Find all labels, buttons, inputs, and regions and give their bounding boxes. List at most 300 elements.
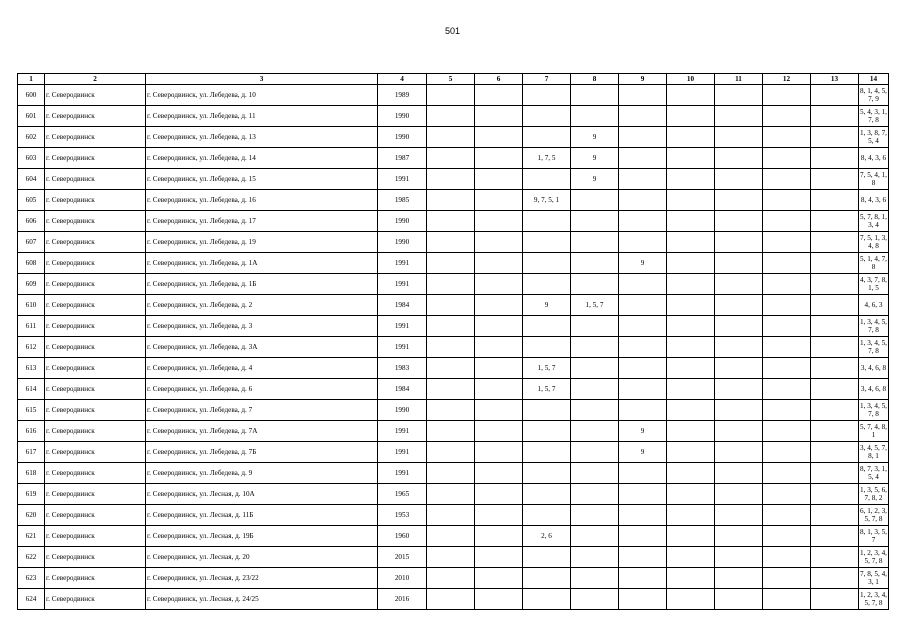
header-row (18, 74, 889, 85)
column-header: 2 (45, 74, 146, 85)
column-5-cell (427, 253, 475, 274)
column-8-cell: 9 (571, 127, 619, 148)
column-9-cell (619, 337, 667, 358)
column-10-cell (667, 442, 715, 463)
column-6-cell (475, 505, 523, 526)
column-header: 11 (715, 74, 763, 85)
column-7-cell (523, 253, 571, 274)
column-6-cell (475, 358, 523, 379)
row-number-cell: 610 (18, 295, 45, 316)
column-12-cell (763, 442, 811, 463)
column-9-cell (619, 85, 667, 106)
column-12-cell (763, 211, 811, 232)
column-10-cell (667, 337, 715, 358)
column-6-cell (475, 148, 523, 169)
address-cell: г. Северодвинск, ул. Лебедева, д. 3А (146, 337, 378, 358)
column-6-cell (475, 337, 523, 358)
column-12-cell (763, 337, 811, 358)
table-row (18, 106, 889, 127)
column-5-cell (427, 190, 475, 211)
column-14-cell: 1, 3, 5, 6, 7, 8, 2 (859, 484, 889, 505)
city-cell: г. Северодвинск (45, 169, 146, 190)
address-cell: г. Северодвинск, ул. Лебедева, д. 1Б (146, 274, 378, 295)
year-cell: 1990 (378, 232, 427, 253)
column-14-cell: 1, 3, 4, 5, 7, 8 (859, 337, 889, 358)
row-number-cell: 608 (18, 253, 45, 274)
table-row (18, 379, 889, 400)
column-12-cell (763, 400, 811, 421)
column-6-cell (475, 211, 523, 232)
row-number-cell: 612 (18, 337, 45, 358)
year-cell: 1991 (378, 253, 427, 274)
row-number-cell: 600 (18, 85, 45, 106)
column-14-cell: 3, 4, 6, 8 (859, 379, 889, 400)
column-5-cell (427, 400, 475, 421)
column-8-cell (571, 337, 619, 358)
column-5-cell (427, 316, 475, 337)
row-number-cell: 606 (18, 211, 45, 232)
column-9-cell (619, 211, 667, 232)
column-6-cell (475, 421, 523, 442)
column-13-cell (811, 547, 859, 568)
column-13-cell (811, 463, 859, 484)
column-7-cell: 1, 7, 5 (523, 148, 571, 169)
city-cell: г. Северодвинск (45, 526, 146, 547)
column-9-cell (619, 169, 667, 190)
table-row (18, 463, 889, 484)
column-8-cell: 1, 5, 7 (571, 295, 619, 316)
year-cell: 1991 (378, 274, 427, 295)
table-row (18, 295, 889, 316)
column-13-cell (811, 106, 859, 127)
column-12-cell (763, 421, 811, 442)
column-7-cell (523, 274, 571, 295)
column-8-cell (571, 442, 619, 463)
city-cell: г. Северодвинск (45, 358, 146, 379)
column-12-cell (763, 127, 811, 148)
column-7-cell (523, 505, 571, 526)
year-cell: 1960 (378, 526, 427, 547)
column-9-cell (619, 400, 667, 421)
column-5-cell (427, 526, 475, 547)
city-cell: г. Северодвинск (45, 148, 146, 169)
column-8-cell (571, 589, 619, 610)
address-cell: г. Северодвинск, ул. Лебедева, д. 11 (146, 106, 378, 127)
column-14-cell: 6, 1, 2, 3, 5, 7, 8 (859, 505, 889, 526)
column-10-cell (667, 127, 715, 148)
year-cell: 1983 (378, 358, 427, 379)
column-14-cell: 1, 3, 4, 5, 7, 8 (859, 400, 889, 421)
column-14-cell: 8, 1, 3, 5, 7 (859, 526, 889, 547)
city-cell: г. Северодвинск (45, 379, 146, 400)
table-row (18, 232, 889, 253)
page-number: 501 (444, 26, 461, 36)
column-11-cell (715, 316, 763, 337)
table-row (18, 211, 889, 232)
column-7-cell (523, 106, 571, 127)
city-cell: г. Северодвинск (45, 400, 146, 421)
row-number-cell: 622 (18, 547, 45, 568)
column-6-cell (475, 526, 523, 547)
column-14-cell: 8, 4, 3, 6 (859, 148, 889, 169)
column-10-cell (667, 505, 715, 526)
column-6-cell (475, 169, 523, 190)
column-12-cell (763, 547, 811, 568)
column-7-cell: 9 (523, 295, 571, 316)
column-13-cell (811, 484, 859, 505)
column-12-cell (763, 169, 811, 190)
column-8-cell (571, 190, 619, 211)
column-11-cell (715, 547, 763, 568)
column-12-cell (763, 232, 811, 253)
column-7-cell (523, 211, 571, 232)
column-8-cell (571, 505, 619, 526)
column-8-cell (571, 526, 619, 547)
column-6-cell (475, 232, 523, 253)
column-11-cell (715, 589, 763, 610)
column-9-cell: 9 (619, 421, 667, 442)
column-12-cell (763, 568, 811, 589)
address-cell: г. Северодвинск, ул. Лесная, д. 24/25 (146, 589, 378, 610)
row-number-cell: 603 (18, 148, 45, 169)
column-9-cell (619, 316, 667, 337)
column-9-cell (619, 358, 667, 379)
column-11-cell (715, 190, 763, 211)
column-header: 1 (18, 74, 45, 85)
column-14-cell: 4, 6, 3 (859, 295, 889, 316)
year-cell: 1990 (378, 127, 427, 148)
row-number-cell: 617 (18, 442, 45, 463)
column-13-cell (811, 148, 859, 169)
column-11-cell (715, 358, 763, 379)
column-8-cell (571, 211, 619, 232)
address-cell: г. Северодвинск, ул. Лебедева, д. 3 (146, 316, 378, 337)
column-6-cell (475, 106, 523, 127)
column-13-cell (811, 85, 859, 106)
address-cell: г. Северодвинск, ул. Лесная, д. 20 (146, 547, 378, 568)
column-header: 12 (763, 74, 811, 85)
row-number-cell: 601 (18, 106, 45, 127)
column-12-cell (763, 148, 811, 169)
column-9-cell (619, 547, 667, 568)
city-cell: г. Северодвинск (45, 421, 146, 442)
year-cell: 1991 (378, 316, 427, 337)
table-row (18, 400, 889, 421)
column-6-cell (475, 127, 523, 148)
city-cell: г. Северодвинск (45, 547, 146, 568)
column-14-cell: 8, 7, 3, 1, 5, 4 (859, 463, 889, 484)
column-10-cell (667, 547, 715, 568)
year-cell: 1990 (378, 106, 427, 127)
table-row (18, 421, 889, 442)
column-14-cell: 7, 5, 4, 1, 8 (859, 169, 889, 190)
column-7-cell (523, 484, 571, 505)
column-10-cell (667, 358, 715, 379)
address-cell: г. Северодвинск, ул. Лебедева, д. 7Б (146, 442, 378, 463)
column-8-cell (571, 106, 619, 127)
address-cell: г. Северодвинск, ул. Лебедева, д. 17 (146, 211, 378, 232)
column-13-cell (811, 127, 859, 148)
city-cell: г. Северодвинск (45, 589, 146, 610)
column-header: 14 (859, 74, 889, 85)
table-row (18, 589, 889, 610)
year-cell: 2010 (378, 568, 427, 589)
column-6-cell (475, 463, 523, 484)
column-11-cell (715, 106, 763, 127)
column-14-cell: 3, 4, 5, 7, 8, 1 (859, 442, 889, 463)
column-9-cell (619, 526, 667, 547)
year-cell: 1965 (378, 484, 427, 505)
column-8-cell (571, 400, 619, 421)
column-10-cell (667, 484, 715, 505)
address-cell: г. Северодвинск, ул. Лесная, д. 23/22 (146, 568, 378, 589)
column-8-cell (571, 463, 619, 484)
column-header: 10 (667, 74, 715, 85)
column-8-cell: 9 (571, 169, 619, 190)
column-5-cell (427, 232, 475, 253)
row-number-cell: 615 (18, 400, 45, 421)
column-7-cell (523, 421, 571, 442)
column-11-cell (715, 85, 763, 106)
table-row (18, 316, 889, 337)
column-14-cell: 1, 3, 4, 5, 7, 8 (859, 316, 889, 337)
column-9-cell: 9 (619, 253, 667, 274)
address-cell: г. Северодвинск, ул. Лебедева, д. 19 (146, 232, 378, 253)
year-cell: 1991 (378, 463, 427, 484)
table-row (18, 358, 889, 379)
column-6-cell (475, 295, 523, 316)
column-9-cell (619, 148, 667, 169)
column-11-cell (715, 253, 763, 274)
column-8-cell: 9 (571, 148, 619, 169)
column-5-cell (427, 127, 475, 148)
address-cell: г. Северодвинск, ул. Лебедева, д. 1А (146, 253, 378, 274)
column-11-cell (715, 421, 763, 442)
year-cell: 1984 (378, 295, 427, 316)
column-13-cell (811, 253, 859, 274)
row-number-cell: 621 (18, 526, 45, 547)
column-5-cell (427, 337, 475, 358)
address-cell: г. Северодвинск, ул. Лебедева, д. 13 (146, 127, 378, 148)
column-7-cell (523, 568, 571, 589)
column-12-cell (763, 358, 811, 379)
city-cell: г. Северодвинск (45, 190, 146, 211)
year-cell: 1991 (378, 421, 427, 442)
table-row (18, 85, 889, 106)
column-14-cell: 8, 1, 4, 5, 7, 9 (859, 85, 889, 106)
column-13-cell (811, 274, 859, 295)
city-cell: г. Северодвинск (45, 505, 146, 526)
column-5-cell (427, 568, 475, 589)
column-5-cell (427, 547, 475, 568)
column-header: 13 (811, 74, 859, 85)
column-11-cell (715, 211, 763, 232)
column-13-cell (811, 526, 859, 547)
column-13-cell (811, 316, 859, 337)
city-cell: г. Северодвинск (45, 85, 146, 106)
column-8-cell (571, 253, 619, 274)
registry-table (17, 73, 889, 610)
column-10-cell (667, 85, 715, 106)
table-row (18, 274, 889, 295)
city-cell: г. Северодвинск (45, 316, 146, 337)
year-cell: 1991 (378, 169, 427, 190)
year-cell: 1991 (378, 442, 427, 463)
column-header: 8 (571, 74, 619, 85)
year-cell: 1991 (378, 337, 427, 358)
column-10-cell (667, 169, 715, 190)
row-number-cell: 607 (18, 232, 45, 253)
row-number-cell: 620 (18, 505, 45, 526)
column-12-cell (763, 526, 811, 547)
column-13-cell (811, 379, 859, 400)
year-cell: 1990 (378, 211, 427, 232)
column-5-cell (427, 442, 475, 463)
column-6-cell (475, 274, 523, 295)
column-10-cell (667, 190, 715, 211)
column-9-cell (619, 589, 667, 610)
table-row (18, 442, 889, 463)
column-6-cell (475, 568, 523, 589)
column-11-cell (715, 337, 763, 358)
column-14-cell: 7, 8, 5, 4, 3, 1 (859, 568, 889, 589)
table-row (18, 547, 889, 568)
column-9-cell (619, 274, 667, 295)
column-13-cell (811, 400, 859, 421)
row-number-cell: 618 (18, 463, 45, 484)
column-7-cell (523, 547, 571, 568)
column-6-cell (475, 547, 523, 568)
column-6-cell (475, 589, 523, 610)
table-row (18, 169, 889, 190)
column-13-cell (811, 589, 859, 610)
column-10-cell (667, 421, 715, 442)
column-5-cell (427, 379, 475, 400)
column-9-cell (619, 127, 667, 148)
table-body (18, 85, 889, 610)
year-cell: 1953 (378, 505, 427, 526)
column-14-cell: 5, 7, 8, 1, 3, 4 (859, 211, 889, 232)
address-cell: г. Северодвинск, ул. Лебедева, д. 15 (146, 169, 378, 190)
table-row (18, 127, 889, 148)
column-8-cell (571, 274, 619, 295)
column-6-cell (475, 316, 523, 337)
address-cell: г. Северодвинск, ул. Лесная, д. 19Б (146, 526, 378, 547)
column-12-cell (763, 190, 811, 211)
column-9-cell (619, 232, 667, 253)
table-row (18, 568, 889, 589)
city-cell: г. Северодвинск (45, 211, 146, 232)
column-8-cell (571, 568, 619, 589)
column-13-cell (811, 421, 859, 442)
column-14-cell: 8, 4, 3, 6 (859, 190, 889, 211)
column-5-cell (427, 295, 475, 316)
city-cell: г. Северодвинск (45, 442, 146, 463)
column-7-cell (523, 316, 571, 337)
city-cell: г. Северодвинск (45, 106, 146, 127)
row-number-cell: 623 (18, 568, 45, 589)
column-12-cell (763, 463, 811, 484)
column-11-cell (715, 127, 763, 148)
column-14-cell: 7, 5, 1, 3, 4, 8 (859, 232, 889, 253)
column-12-cell (763, 274, 811, 295)
column-10-cell (667, 253, 715, 274)
city-cell: г. Северодвинск (45, 127, 146, 148)
column-7-cell (523, 232, 571, 253)
column-9-cell (619, 505, 667, 526)
column-10-cell (667, 568, 715, 589)
column-10-cell (667, 589, 715, 610)
column-9-cell: 9 (619, 442, 667, 463)
column-9-cell (619, 568, 667, 589)
year-cell: 1984 (378, 379, 427, 400)
column-14-cell: 1, 2, 3, 4, 5, 7, 8 (859, 547, 889, 568)
column-11-cell (715, 568, 763, 589)
column-14-cell: 1, 3, 8, 7, 5, 4 (859, 127, 889, 148)
city-cell: г. Северодвинск (45, 232, 146, 253)
row-number-cell: 605 (18, 190, 45, 211)
city-cell: г. Северодвинск (45, 274, 146, 295)
column-12-cell (763, 295, 811, 316)
year-cell: 1985 (378, 190, 427, 211)
column-header: 6 (475, 74, 523, 85)
column-9-cell (619, 379, 667, 400)
column-10-cell (667, 106, 715, 127)
column-14-cell: 5, 1, 4, 7, 8 (859, 253, 889, 274)
column-7-cell (523, 589, 571, 610)
column-9-cell (619, 484, 667, 505)
city-cell: г. Северодвинск (45, 295, 146, 316)
column-11-cell (715, 295, 763, 316)
column-12-cell (763, 484, 811, 505)
city-cell: г. Северодвинск (45, 253, 146, 274)
address-cell: г. Северодвинск, ул. Лесная, д. 10А (146, 484, 378, 505)
column-10-cell (667, 211, 715, 232)
column-10-cell (667, 232, 715, 253)
column-7-cell: 1, 5, 7 (523, 358, 571, 379)
column-13-cell (811, 295, 859, 316)
year-cell: 1989 (378, 85, 427, 106)
column-13-cell (811, 232, 859, 253)
column-10-cell (667, 148, 715, 169)
row-number-cell: 624 (18, 589, 45, 610)
column-7-cell (523, 85, 571, 106)
column-12-cell (763, 85, 811, 106)
column-13-cell (811, 568, 859, 589)
year-cell: 2016 (378, 589, 427, 610)
table-row (18, 484, 889, 505)
address-cell: г. Северодвинск, ул. Лебедева, д. 9 (146, 463, 378, 484)
column-14-cell: 5, 7, 4, 8, 1 (859, 421, 889, 442)
column-7-cell (523, 169, 571, 190)
column-header: 5 (427, 74, 475, 85)
column-5-cell (427, 358, 475, 379)
column-14-cell: 3, 4, 6, 8 (859, 358, 889, 379)
column-11-cell (715, 442, 763, 463)
column-9-cell (619, 295, 667, 316)
column-5-cell (427, 169, 475, 190)
column-5-cell (427, 148, 475, 169)
column-5-cell (427, 421, 475, 442)
column-10-cell (667, 274, 715, 295)
address-cell: г. Северодвинск, ул. Лебедева, д. 14 (146, 148, 378, 169)
column-11-cell (715, 169, 763, 190)
column-10-cell (667, 379, 715, 400)
column-7-cell (523, 127, 571, 148)
column-12-cell (763, 589, 811, 610)
year-cell: 2015 (378, 547, 427, 568)
column-13-cell (811, 337, 859, 358)
